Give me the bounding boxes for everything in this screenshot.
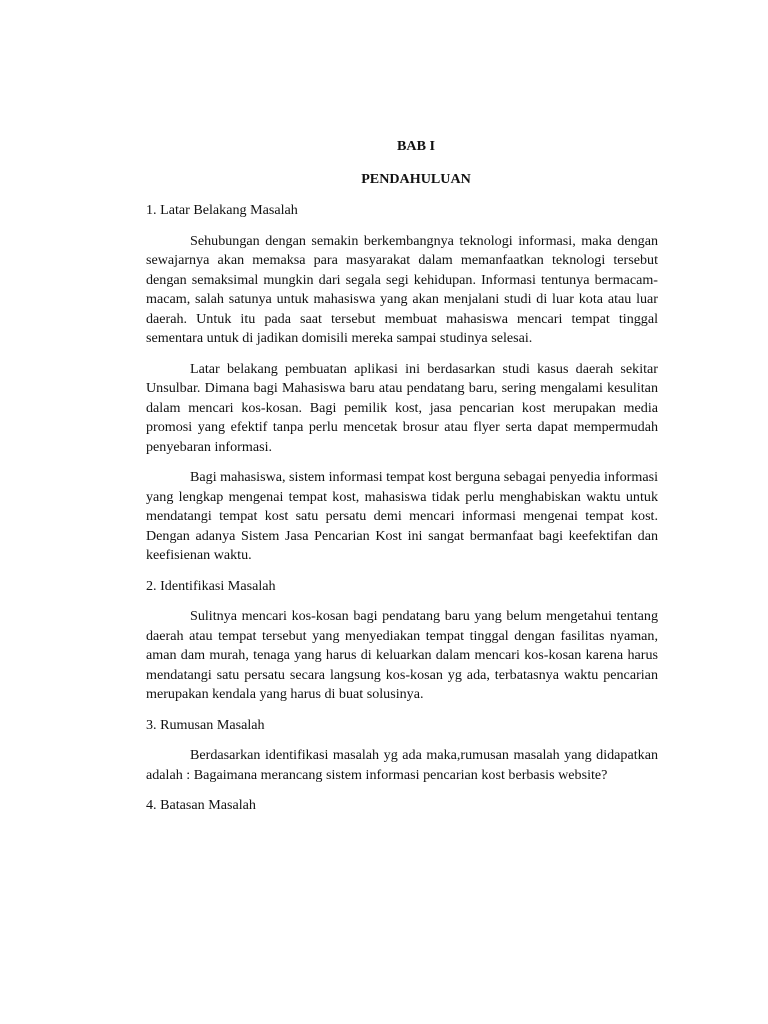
section-heading: 4. Batasan Masalah [146,797,256,813]
paragraph: Latar belakang pembuatan aplikasi ini berdasarkan studi kasus daerah sekitar Unsulbar. Dimana bagi Mahasiswa baru atau pendatang baru, sering mengalami kesulitan dalam mencari kos-kosan. Bagi pemilik kost, jasa pencarian kost merupakan media promosi yang efektif tanpa perlu mencetak brosur atau flyer serta dapat mempermudah penyebaran informasi. [146,360,658,455]
chapter-title: PENDAHULUAN [361,170,471,187]
paragraph: Bagi mahasiswa, sistem informasi tempat kost berguna sebagai penyedia informasi yang lengkap mengenai tempat kost, mahasiswa tidak perlu menghabiskan waktu untuk mendatangi tempat kost satu persatu demi mencari informasi mengenai tempat kost. Dengan adanya Sistem Jasa Pencarian Kost ini sangat bermanfaat bagi keefektifan dan keefisienan waktu. [146,469,658,563]
section-heading: 1. Latar Belakang Masalah [146,202,298,218]
chapter-number: BAB I [397,138,435,154]
section-batasan [146,796,658,816]
paragraph: Berdasarkan identifikasi masalah yg ada maka,rumusan masalah yang didapatkan adalah : Bagaimana merancang sistem informasi pencarian kost berbasis website? [146,747,658,783]
section-identifikasi [146,577,658,705]
paragraph: Sulitnya mencari kos-kosan bagi pendatang baru yang belum mengetahui tentang daerah atau tempat tersebut yang menyediakan tempat tinggal dengan fasilitas nyaman, aman dam murah, tenaga yang harus di keluarkan dalam mencari kos-kosan karena harus mendatangi satu persatu secara langsung kos-kosan yg ada, terbatasnya waktu pencarian merupakan kendala yang harus di buat solusinya. [146,608,658,702]
section-heading: 2. Identifikasi Masalah [146,577,276,594]
section-rumusan [146,716,658,786]
paragraph: Sehubungan dengan semakin berkembangnya teknologi informasi, maka dengan sewajarnya akan memaksa para masyarakat dalam memanfaatkan teknologi tersebut dengan semaksimal mungkin dari segala segi kehidupan. Informasi tentunya bermacam-macam, salah satunya untuk mahasiswa yang akan menjalani studi di luar kota atau luar daerah. Untuk itu pada saat tersebut membuat mahasiswa mencari tempat tinggal sementara untuk di jadikan domisili mereka sampai studinya selesai. [146,232,658,346]
section-latar-belakang [146,201,658,566]
document-body [146,137,658,827]
section-heading: 3. Rumusan Masalah [146,716,265,733]
